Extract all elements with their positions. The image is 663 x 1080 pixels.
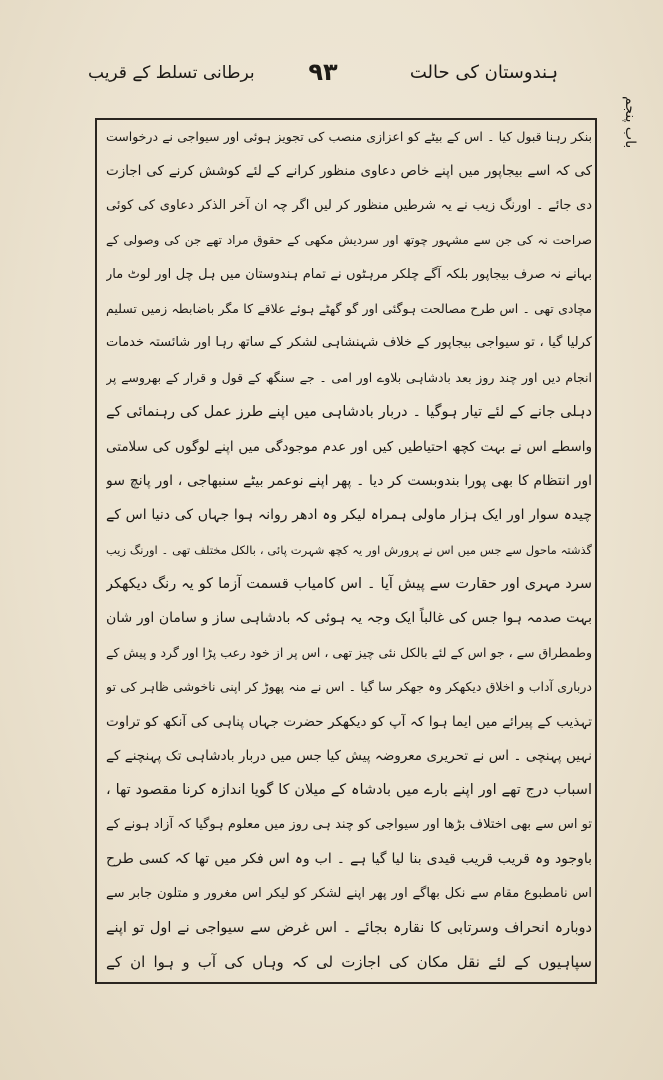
text-line: اسباب درج تھے اور اپنے بارے میں بادشاہ کے میلان کا گویا اندازہ کرنا مقصود تھا ، bbox=[106, 782, 592, 799]
header-section-title: برطانی تسلط کے قریب bbox=[88, 63, 255, 83]
text-line: سپاہیوں کے لئے نقل مکان کی اجازت لی کہ وہاں کی آب و ہوا ان کے bbox=[106, 953, 592, 972]
page-number: ۹۳ bbox=[308, 58, 338, 86]
text-line: انجام دیں اور چند روز بعد بادشاہی بلاوے اور امی ۔ جے سنگھ کے قول و قرار کے بھروسے پر bbox=[106, 369, 592, 385]
text-line: تو اس سے بھی اختلاف بڑھا اور سیواجی کو چند ہی روز میں معلوم ہوگیا کہ آزاد ہونے کے bbox=[106, 816, 592, 832]
running-header bbox=[88, 58, 558, 94]
text-line: بہانے نہ صرف بیجاپور بلکہ آگے چلکر مرہٹوں نے تمام ہندوستان میں ہل چل اور لوٹ مار bbox=[106, 266, 592, 282]
text-line: چیدہ سوار اور ایک ہزار ماولی ہمراہ لیکر وہ ادھر روانہ ہوا جہاں کی دنیا اس کے bbox=[106, 507, 592, 524]
text-line: دہلی جانے کے لئے تیار ہوگیا ۔ دربار بادشاہی میں اپنے طرز عمل کی رہنمائی کے bbox=[106, 404, 592, 421]
text-line: واسطے اس نے بہت کچھ احتیاطیں کیں اور عدم موجودگی میں اپنے لوگوں کی سلامتی bbox=[106, 438, 592, 455]
side-chapter-label: باب پنجم bbox=[622, 96, 638, 149]
text-line: دوبارہ انحراف وسرتابی کا نقارہ بجائے ۔ اس غرض سے سیواجی نے اول تو اپنے bbox=[106, 919, 592, 936]
text-line: وطمطراق سے ، جو اس کے لئے بالکل نئی چیز تھی ، اس پر از خود رعب پڑا اور گرد و پیش کے bbox=[106, 644, 592, 660]
text-line: کرلیا گیا ، تو سیواجی بیجاپور کے خلاف شہنشاہی لشکر کے ساتھ رہا اور شائستہ خدمات bbox=[106, 335, 592, 351]
text-line: صراحت نہ کی جن سے مشہور چوتھ اور سردیش مکھی کے حقوق مراد تھے جن کی وصولی کے bbox=[106, 233, 592, 248]
text-line: اس نامطبوع مقام سے نکل بھاگے اور پھر اپنے لشکر کو لیکر اس مغرور و متلون جابر سے bbox=[106, 885, 592, 901]
text-line: گذشتہ ماحول سے جس میں اس نے پرورش اور یہ کچھ شہرت پائی ، بالکل مختلف تھی ۔ اورنگ زیب bbox=[106, 542, 592, 557]
text-line: تہذیب کے پیرائے میں ایما ہوا کہ آپ کو دیکھکر حضرت جہاں پناہی کی آنکھ کو تراوت bbox=[106, 713, 592, 730]
header-chapter-title: ہندوستان کی حالت bbox=[409, 62, 558, 83]
text-line: مچادی تھی ۔ اس طرح مصالحت ہوگئی اور گو گھٹے ہوئے علاقے کا مگر باضابطہ زمیں تسلیم bbox=[106, 300, 592, 316]
text-line: سرد مہری اور حقارت سے پیش آیا ۔ اس کامیاب قسمت آزما کو یہ رنگ دیکھکر bbox=[106, 576, 592, 593]
text-line: درباری آداب و اخلاق دیکھکر وہ جھکر سا گیا ۔ اس نے منہ پھوڑ کر اپنی ناخوشی ظاہر کی تو bbox=[106, 679, 592, 695]
body-text-block bbox=[106, 120, 592, 982]
text-line: بہت صدمہ ہوا جس کی غالباً ایک وجہ یہ ہوئی کہ بادشاہی ساز و سامان اور شان bbox=[106, 610, 592, 627]
text-line: نہیں پہنچی ۔ اس نے تحریری معروضہ پیش کیا جس میں دربار بادشاہی تک پہنچنے کے bbox=[106, 748, 592, 765]
text-line: بنکر رہنا قبول کیا ۔ اس کے بیٹے کو اعزازی منصب کی تجویز ہوئی اور سیواجی نے درخواست bbox=[106, 129, 592, 144]
text-line: دی جائے ۔ اورنگ زیب نے یہ شرطیں منظور کر لیں اگر چہ ان آخر الذکر دعاوی کی کوئی bbox=[106, 197, 592, 213]
text-line: باوجود وہ قریب قریب قیدی بنا لیا گیا ہے ۔ اب وہ اس فکر میں تھا کہ کسی طرح bbox=[106, 851, 592, 868]
text-line: کی کہ اسے بیجاپور میں اپنے خاص دعاوی منظور کرانے کے لئے کوشش کرنے کی اجازت bbox=[106, 163, 592, 180]
text-line: اور انتظام کا بھی پورا بندوبست کر دیا ۔ پھر اپنے نوعمر بیٹے سنبھاجی ، اور پانچ سو bbox=[106, 472, 592, 489]
